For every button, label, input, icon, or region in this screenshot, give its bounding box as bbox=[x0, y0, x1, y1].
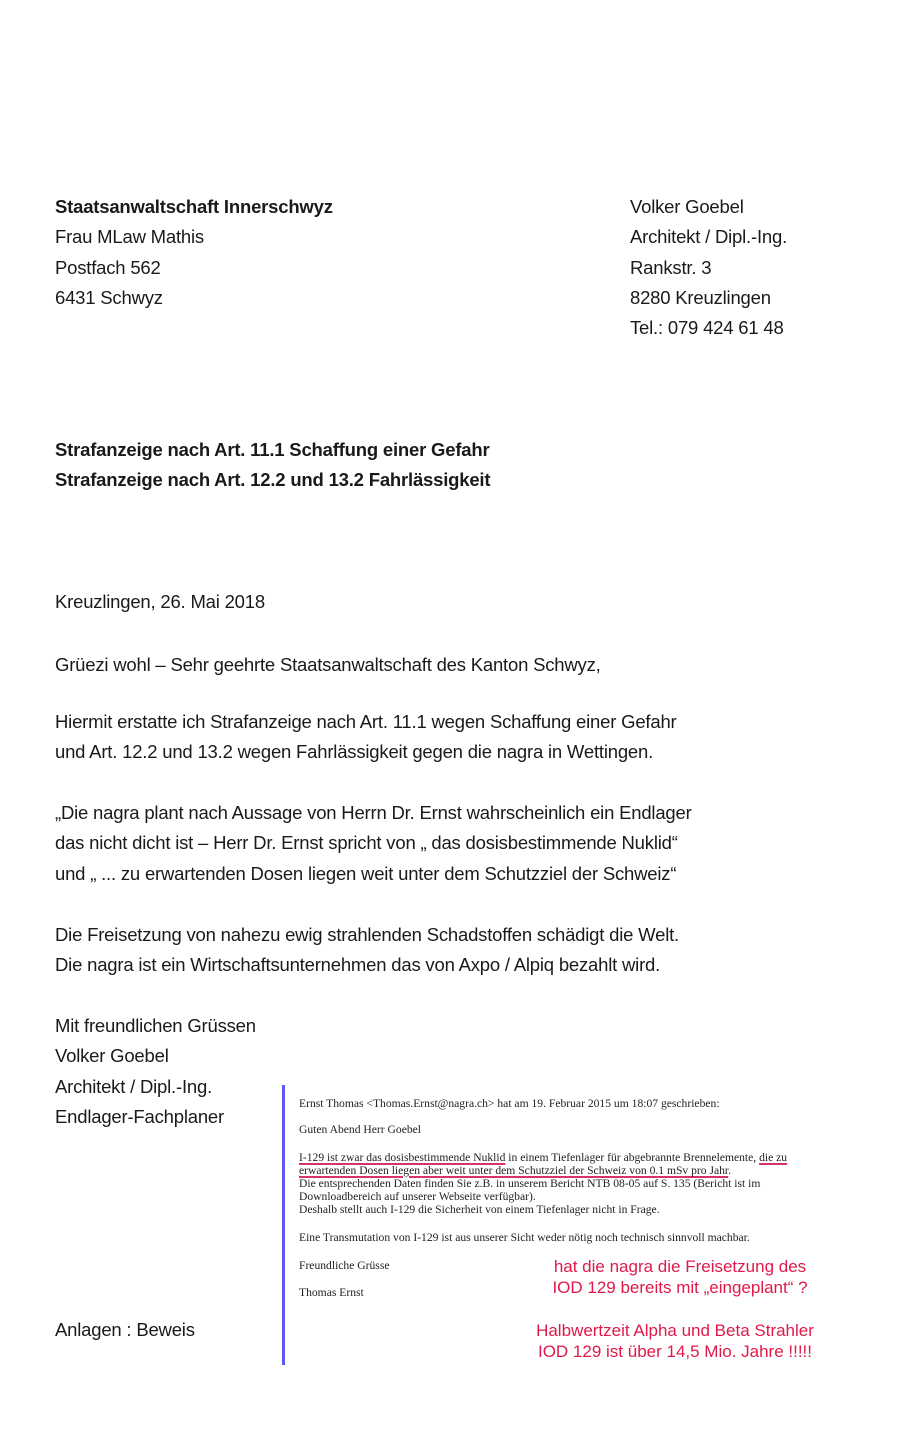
annotation-line: IOD 129 bereits mit „eingeplant“ ? bbox=[552, 1278, 808, 1297]
email-line-6: Eine Transmutation von I-129 ist aus unserer Sicht weder nötig noch technisch sinnvoll machbar. bbox=[299, 1231, 750, 1244]
sender-phone: Tel.: 079 424 61 48 bbox=[630, 317, 784, 339]
underlined-text: I-129 ist zwar das dosisbestimmende Nuklid bbox=[299, 1151, 506, 1164]
paragraph-line: und Art. 12.2 und 13.2 wegen Fahrlässigkeit gegen die nagra in Wettingen. bbox=[55, 741, 654, 763]
paragraph-line: Hiermit erstatte ich Strafanzeige nach Art. 11.1 wegen Schaffung einer Gefahr bbox=[55, 711, 677, 732]
paragraph-line: Die Freisetzung von nahezu ewig strahlenden Schadstoffen schädigt die Welt. bbox=[55, 924, 679, 945]
paragraph-quote bbox=[55, 798, 692, 889]
email-regards: Freundliche Grüsse bbox=[299, 1259, 390, 1272]
attachments-text: Anlagen : Beweis bbox=[55, 1319, 195, 1340]
email-text: . bbox=[728, 1164, 732, 1177]
email-line-2 bbox=[299, 1164, 731, 1177]
closing-salutation: Mit freundlichen Grüssen bbox=[55, 1015, 256, 1036]
paragraph-complaint bbox=[55, 707, 677, 768]
greeting bbox=[55, 650, 601, 680]
email-header: Ernst Thomas <Thomas.Ernst@nagra.ch> hat am 19. Februar 2015 um 18:07 geschrieben: bbox=[299, 1097, 720, 1110]
sender-address bbox=[630, 192, 787, 343]
date-text: Kreuzlingen, 26. Mai 2018 bbox=[55, 591, 265, 612]
annotation-line: Halbwertzeit Alpha und Beta Strahler bbox=[536, 1321, 814, 1340]
underlined-text: erwartenden Dosen liegen aber weit unter dem Schutzziel der Schweiz von 0.1 mSv pro Jahr bbox=[299, 1164, 729, 1177]
paragraph-line: und „ ... zu erwartenden Dosen liegen weit unter dem Schutzziel der Schweiz“ bbox=[55, 862, 677, 884]
subject-line-1: Strafanzeige nach Art. 11.1 Schaffung einer Gefahr bbox=[55, 439, 490, 460]
recipient-city: 6431 Schwyz bbox=[55, 286, 163, 308]
greeting-text: Grüezi wohl – Sehr geehrte Staatsanwaltschaft des Kanton Schwyz, bbox=[55, 654, 601, 675]
annotation-line: hat die nagra die Freisetzung des bbox=[553, 1257, 807, 1276]
recipient-contact: Frau MLaw Mathis bbox=[55, 226, 204, 248]
email-line-4: Downloadbereich auf unserer Webseite verfügbar). bbox=[299, 1190, 536, 1203]
annotation-question bbox=[520, 1256, 840, 1298]
closing-name: Volker Goebel bbox=[55, 1045, 169, 1067]
underlined-text: die zu bbox=[759, 1151, 788, 1164]
email-greeting: Guten Abend Herr Goebel bbox=[299, 1123, 422, 1136]
paragraph-line: das nicht dicht ist – Herr Dr. Ernst spricht von „ das dosisbestimmende Nuklid“ bbox=[55, 832, 678, 854]
attachments bbox=[55, 1315, 195, 1345]
annotation-line: IOD 129 ist über 14,5 Mio. Jahre !!!!! bbox=[537, 1342, 813, 1361]
closing-role: Endlager-Fachplaner bbox=[55, 1105, 224, 1127]
subject bbox=[55, 435, 490, 496]
email-text: in einem Tiefenlager für abgebrannte Brennelemente, bbox=[505, 1151, 760, 1164]
recipient-address bbox=[55, 192, 333, 313]
sender-name: Volker Goebel bbox=[630, 196, 744, 217]
paragraph-line: Die nagra ist ein Wirtschaftsunternehmen das von Axpo / Alpiq bezahlt wird. bbox=[55, 954, 661, 976]
email-line-3: Die entsprechenden Daten finden Sie z.B. in unserem Bericht NTB 08-05 auf S. 135 (Bericht ist im bbox=[299, 1177, 761, 1190]
email-signature: Thomas Ernst bbox=[299, 1286, 364, 1299]
recipient-po-box: Postfach 562 bbox=[55, 256, 161, 278]
sender-city: 8280 Kreuzlingen bbox=[630, 286, 771, 308]
sender-title: Architekt / Dipl.-Ing. bbox=[630, 226, 788, 248]
annotation-halflife bbox=[510, 1320, 840, 1362]
closing-title: Architekt / Dipl.-Ing. bbox=[55, 1075, 213, 1097]
email-line-5: Deshalb stellt auch I-129 die Sicherheit von einem Tiefenlager nicht in Frage. bbox=[299, 1203, 660, 1216]
sender-street: Rankstr. 3 bbox=[630, 256, 712, 278]
email-line-1 bbox=[299, 1151, 787, 1164]
paragraph-line: „Die nagra plant nach Aussage von Herrn Dr. Ernst wahrscheinlich ein Endlager bbox=[55, 802, 692, 823]
closing-signature bbox=[55, 1011, 256, 1132]
date-line bbox=[55, 587, 265, 617]
recipient-name: Staatsanwaltschaft Innerschwyz bbox=[55, 196, 333, 217]
paragraph-conclusion bbox=[55, 920, 679, 981]
subject-line-2: Strafanzeige nach Art. 12.2 und 13.2 Fahrlässigkeit bbox=[55, 469, 491, 491]
